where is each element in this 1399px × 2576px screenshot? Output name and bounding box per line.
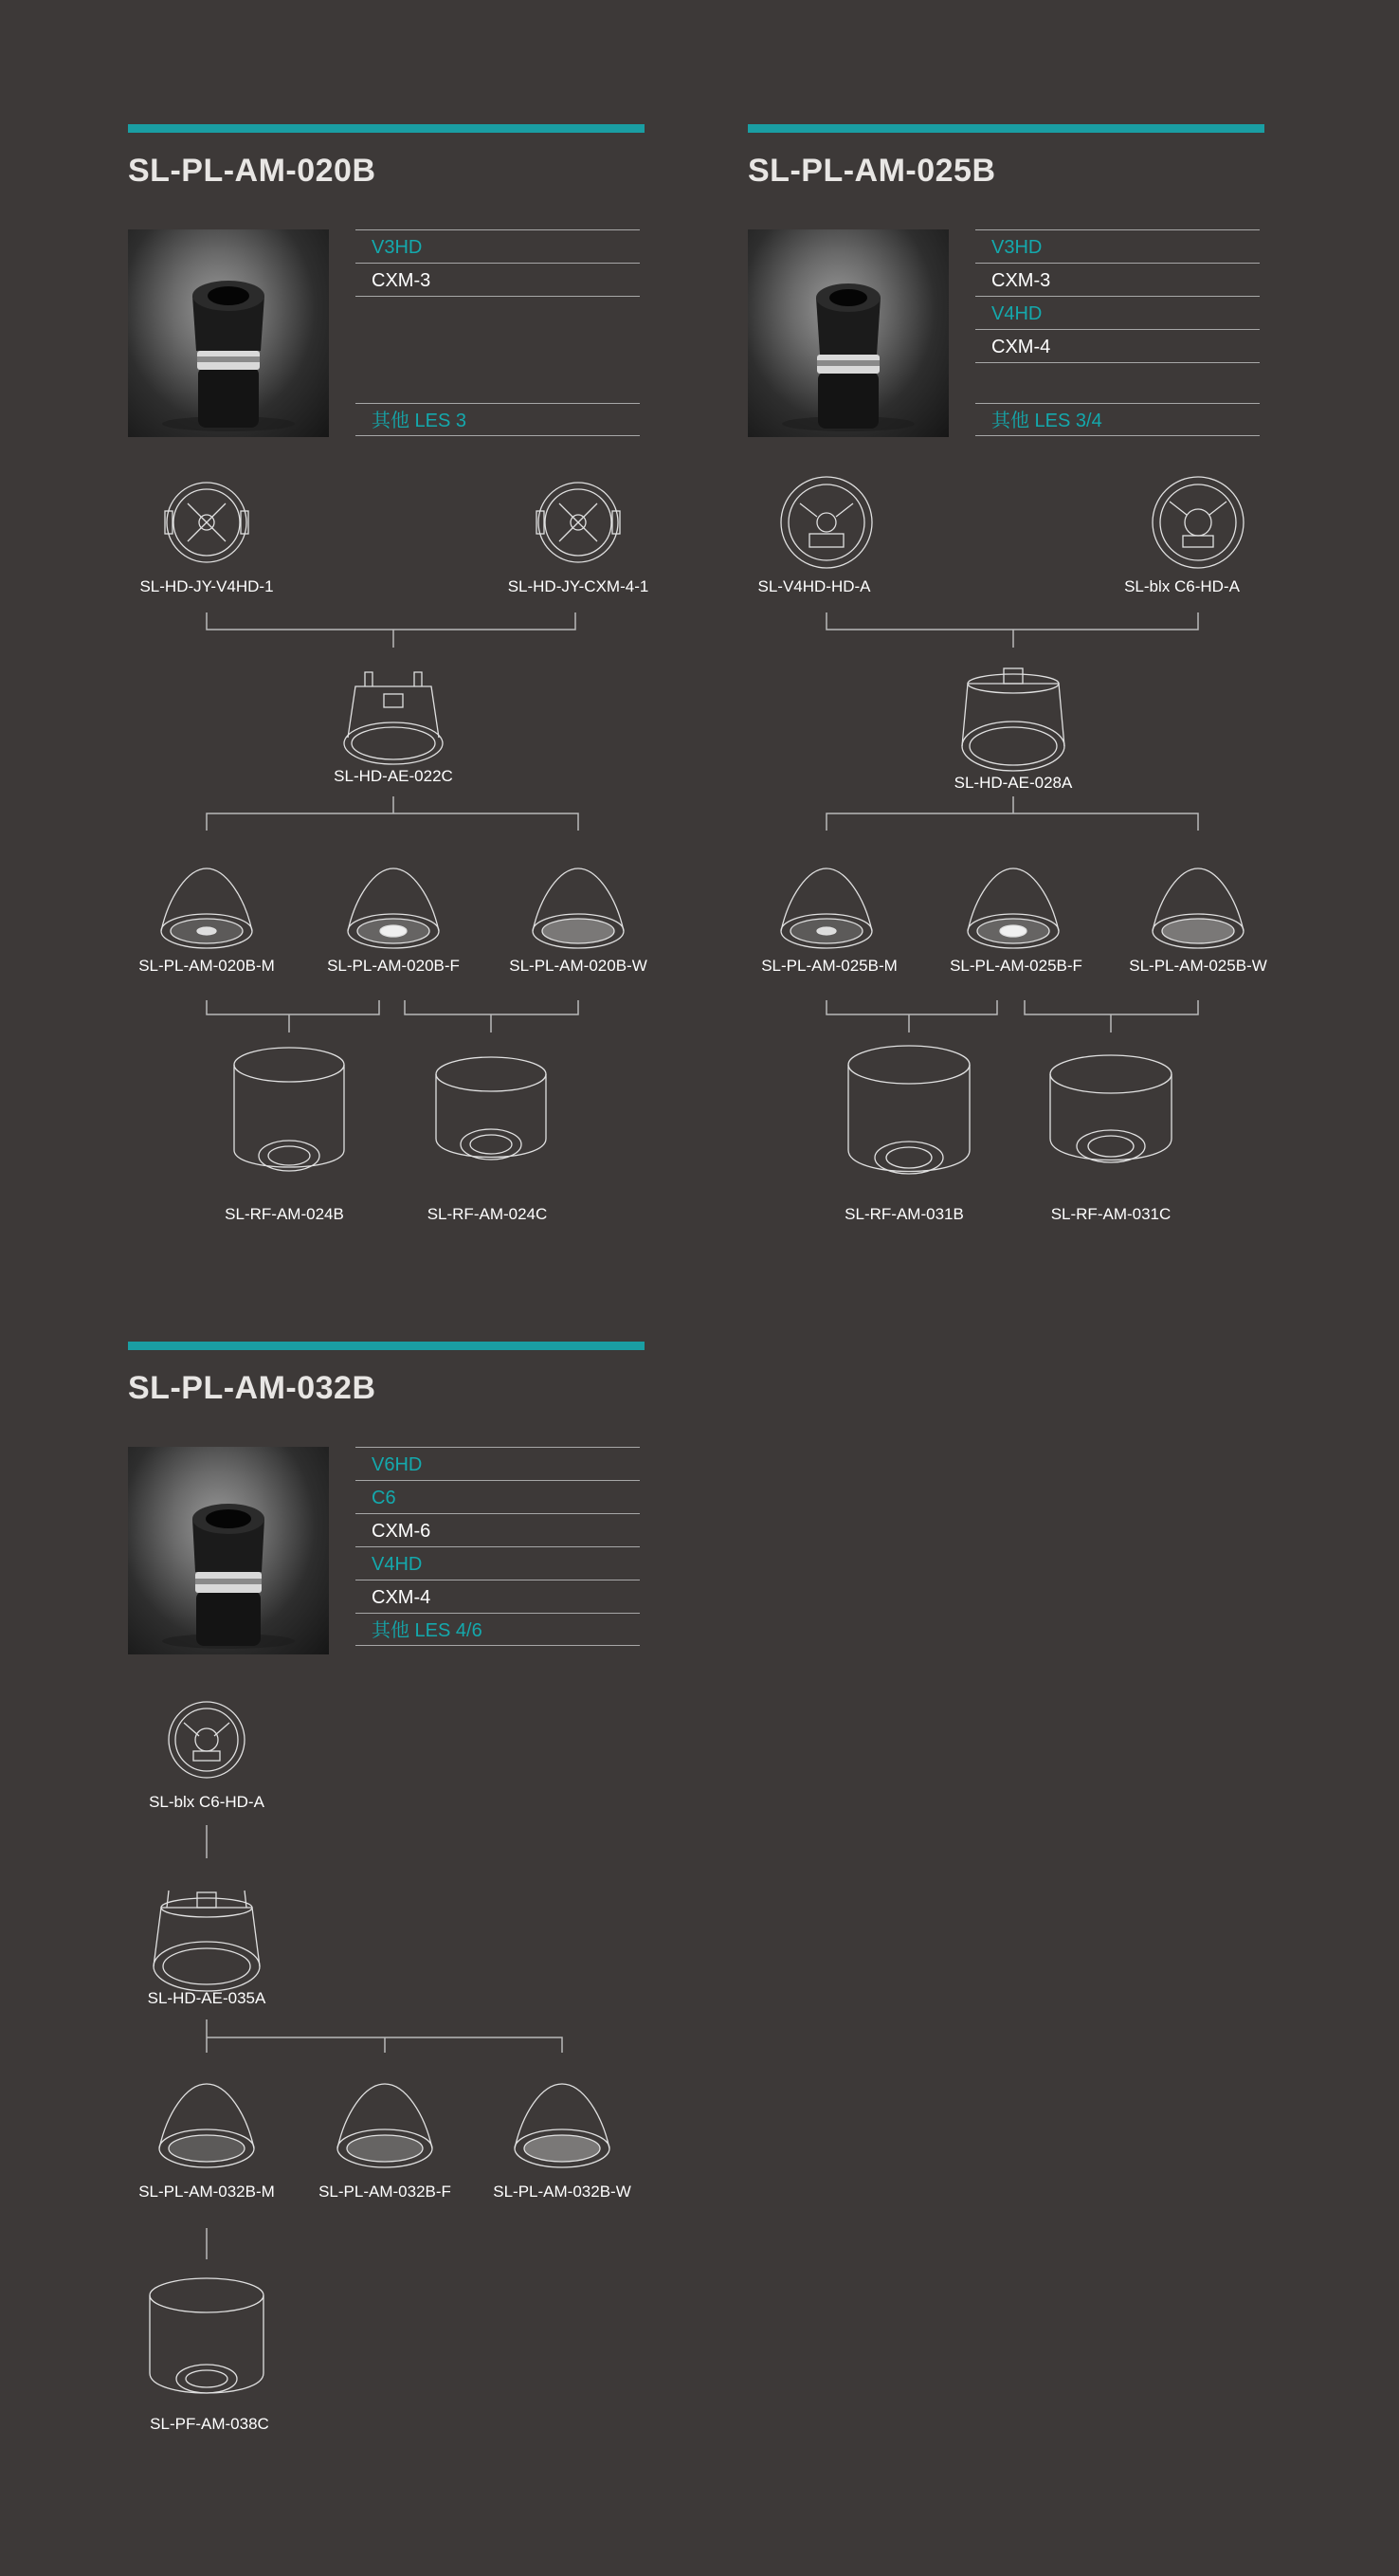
product-title: SL-PL-AM-025B	[748, 153, 996, 189]
part-label: SL-PL-AM-025B-M	[761, 957, 898, 975]
spec-row: V6HD	[355, 1447, 640, 1480]
part-label: SL-blx C6-HD-A	[1124, 577, 1240, 595]
part-label: SL-PL-AM-032B-M	[138, 2183, 275, 2201]
part-label: SL-PF-AM-038C	[150, 2415, 269, 2433]
holder-icon	[1153, 477, 1244, 568]
part-label: SL-blx C6-HD-A	[149, 1793, 264, 1811]
lens-icon	[159, 2084, 254, 2167]
spec-row: 其他 LES 3	[355, 403, 640, 436]
product-title: SL-PL-AM-032B	[128, 1370, 376, 1406]
spec-row: CXM-6	[355, 1513, 640, 1546]
holder-icon	[536, 483, 620, 562]
part-label: SL-HD-JY-CXM-4-1	[507, 577, 649, 595]
part-label: SL-PL-AM-025B-W	[1129, 957, 1267, 975]
spec-row: V4HD	[355, 1546, 640, 1580]
part-label: SL-HD-AE-022C	[334, 767, 453, 785]
reflector-icon	[436, 1057, 546, 1160]
part-label: SL-HD-AE-035A	[147, 1989, 266, 2007]
part-label: SL-RF-AM-024B	[225, 1205, 344, 1223]
spec-row: 其他 LES 3/4	[975, 403, 1260, 436]
spec-row: CXM-4	[355, 1580, 640, 1613]
part-label: SL-PL-AM-020B-W	[509, 957, 647, 975]
product-block-2	[748, 124, 1267, 1233]
reflector-icon	[150, 2278, 263, 2393]
spec-row: 其他 LES 4/6	[355, 1613, 640, 1646]
reflector-icon	[1050, 1055, 1172, 1162]
part-label: SL-RF-AM-024C	[427, 1205, 548, 1223]
lens-icon	[161, 868, 252, 948]
part-label: SL-PL-AM-020B-F	[327, 957, 460, 975]
lens-icon	[968, 868, 1059, 948]
holder-icon	[165, 483, 248, 562]
adapter-icon	[344, 672, 443, 764]
part-label: SL-PL-AM-025B-F	[950, 957, 1082, 975]
part-label: SL-PL-AM-032B-W	[493, 2183, 631, 2201]
lens-icon	[781, 868, 872, 948]
adapter-icon	[962, 668, 1064, 771]
lens-icon	[515, 2084, 609, 2167]
spec-row: CXM-3	[355, 263, 640, 296]
spec-row: CXM-3	[975, 263, 1260, 296]
reflector-icon	[234, 1048, 344, 1171]
product-title: SL-PL-AM-020B	[128, 153, 376, 189]
holder-icon	[781, 477, 872, 568]
lens-icon	[337, 2084, 432, 2167]
part-label: SL-PL-AM-032B-F	[318, 2183, 451, 2201]
spec-row: CXM-4	[975, 329, 1260, 362]
part-label: SL-RF-AM-031C	[1050, 1205, 1172, 1223]
part-label: SL-HD-JY-V4HD-1	[139, 577, 274, 595]
lens-icon	[348, 868, 439, 948]
spec-row: V3HD	[355, 229, 640, 263]
part-label: SL-V4HD-HD-A	[757, 577, 871, 595]
adapter-icon	[154, 1891, 260, 1991]
spec-row: V3HD	[975, 229, 1260, 263]
lens-icon	[1153, 868, 1244, 948]
product-block-1	[128, 124, 649, 1233]
spec-row: V4HD	[975, 296, 1260, 329]
reflector-icon	[848, 1046, 970, 1174]
spec-row: C6	[355, 1480, 640, 1513]
product-block-3	[128, 1342, 645, 2460]
lens-icon	[533, 868, 624, 948]
part-label: SL-HD-AE-028A	[954, 774, 1073, 792]
holder-icon	[169, 1702, 245, 1778]
part-label: SL-PL-AM-020B-M	[138, 957, 275, 975]
part-label: SL-RF-AM-031B	[845, 1205, 964, 1223]
